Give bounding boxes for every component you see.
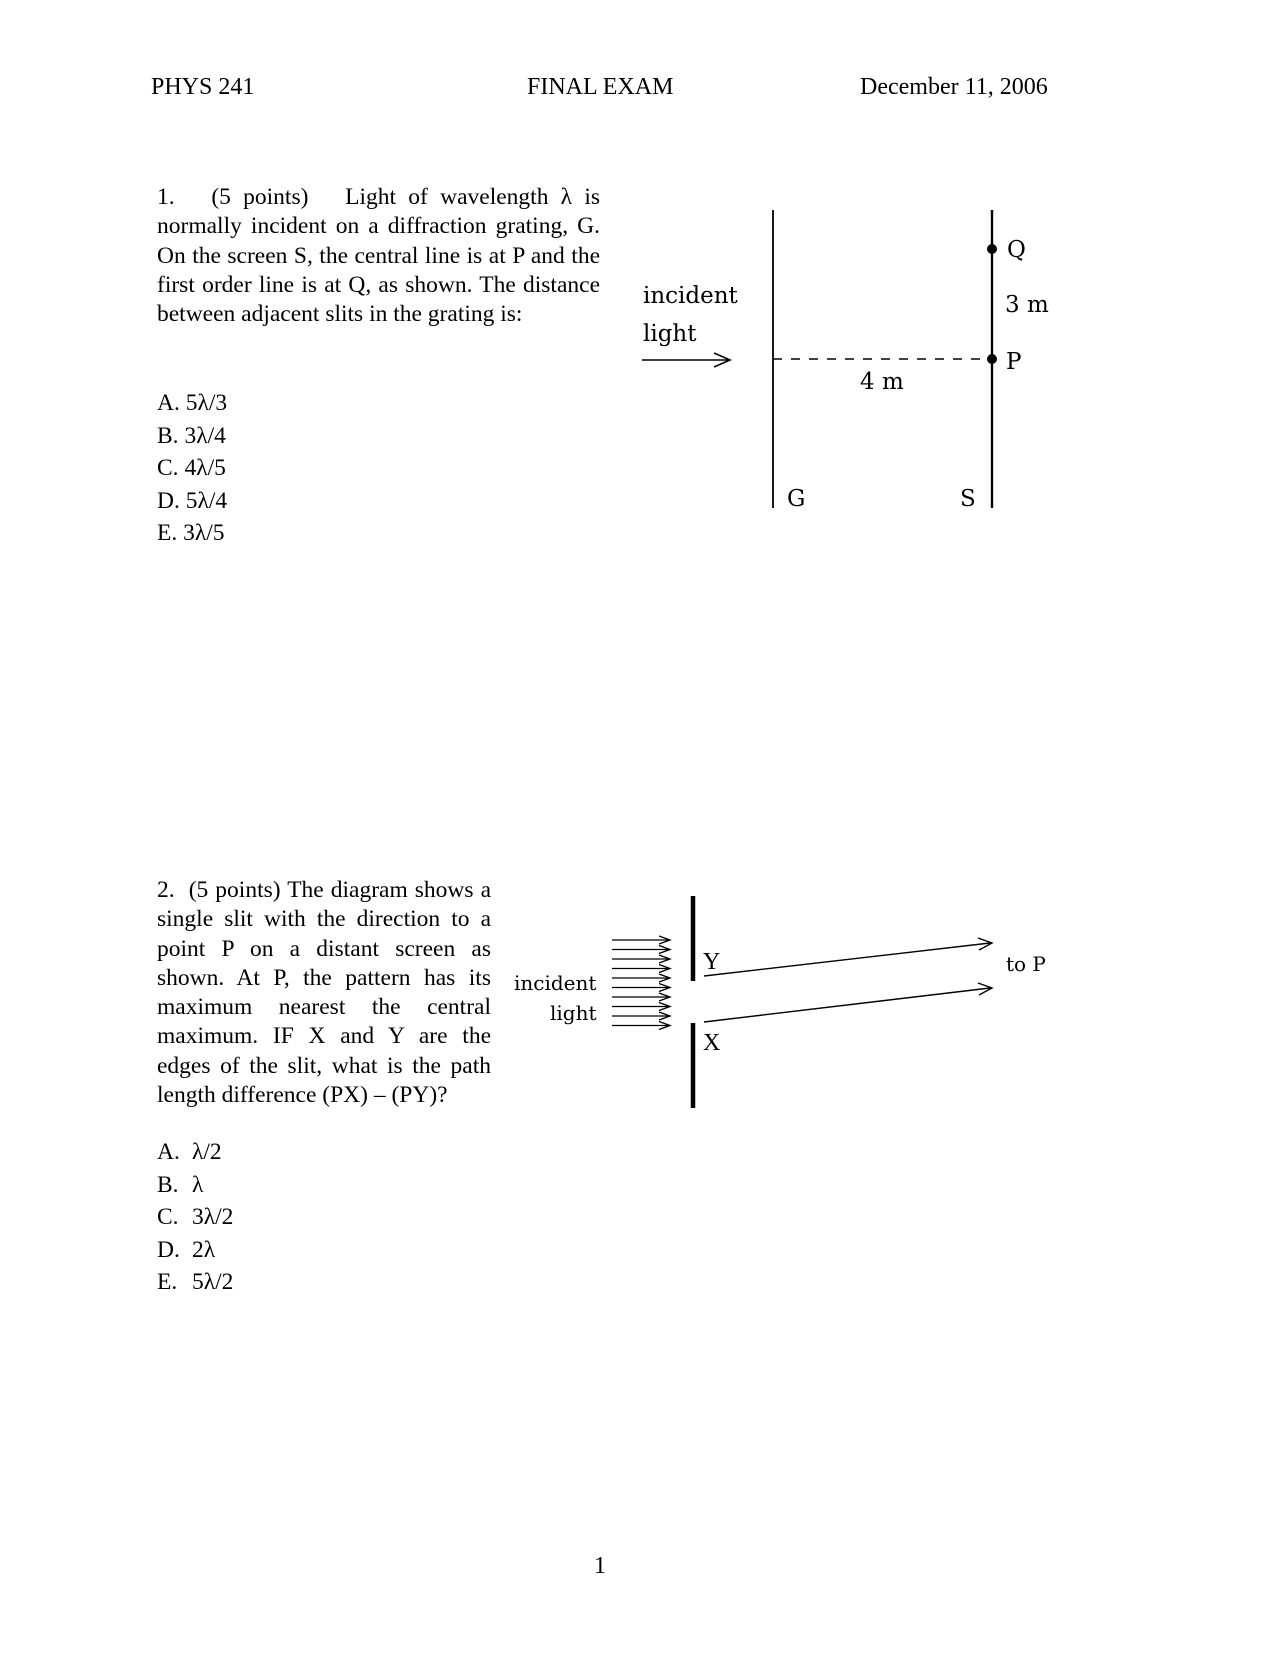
question-2-body: The diagram shows a single slit with the direction to a point P on a distant screen as shown. At P, the pattern has its maximum nearest the central maximum. IF X and Y are the edges of the slit, what is the path length difference (PX) – (PY)? bbox=[157, 877, 491, 1109]
question-2-points: (5 points) bbox=[188, 877, 281, 903]
point-q-label: Q bbox=[1007, 237, 1026, 263]
point-p-label: P bbox=[1006, 349, 1022, 375]
incident-label: incident bbox=[643, 283, 738, 309]
question-2-number: 2. bbox=[157, 877, 175, 903]
choice-2a[interactable]: A. λ/2 bbox=[157, 1139, 222, 1165]
header-date: December 11, 2006 bbox=[860, 74, 1048, 100]
grating-g-label: G bbox=[787, 486, 806, 512]
distance-gs-label: 4 m bbox=[860, 369, 904, 395]
choice-2e[interactable]: E. 5λ/2 bbox=[157, 1269, 234, 1295]
question-1-number: 1. bbox=[157, 184, 175, 210]
header-course: PHYS 241 bbox=[151, 74, 255, 100]
screen-s-label: S bbox=[960, 486, 976, 512]
header-exam-title: FINAL EXAM bbox=[527, 74, 674, 100]
choice-1a[interactable]: A. 5λ/3 bbox=[157, 390, 228, 416]
light-label-2: light bbox=[550, 1001, 597, 1025]
ray-from-y bbox=[704, 943, 990, 976]
choice-1e[interactable]: E. 3λ/5 bbox=[157, 520, 225, 546]
choice-1b[interactable]: B. 3λ/4 bbox=[157, 422, 226, 449]
edge-y-label: Y bbox=[703, 949, 721, 975]
choice-2b[interactable]: B. λ bbox=[157, 1171, 204, 1198]
to-p-label: to P bbox=[1006, 952, 1046, 976]
incident-rays bbox=[612, 936, 670, 1030]
choice-1c[interactable]: C. 4λ/5 bbox=[157, 455, 226, 481]
light-label: light bbox=[643, 321, 697, 347]
question-1-points: (5 points) bbox=[211, 184, 309, 210]
edge-x-label: X bbox=[703, 1030, 721, 1056]
ray-from-x bbox=[704, 988, 990, 1022]
choice-1d[interactable]: D. 5λ/4 bbox=[157, 487, 228, 514]
distance-qp-label: 3 m bbox=[1005, 292, 1049, 318]
page-number: 1 bbox=[594, 1553, 606, 1579]
question-2-choices bbox=[157, 1136, 233, 1299]
question-1-body: Light of wavelength λ is normally incident on a diffraction grating, G. On the screen S, the central line is at P and the first order line is at Q, as shown. The distance between adjacent slits in the grating is: bbox=[157, 184, 600, 328]
choice-2d[interactable]: D. 2λ bbox=[157, 1236, 216, 1263]
choice-2c[interactable]: C. 3λ/2 bbox=[157, 1204, 234, 1230]
incident-label-2: incident bbox=[514, 971, 597, 995]
